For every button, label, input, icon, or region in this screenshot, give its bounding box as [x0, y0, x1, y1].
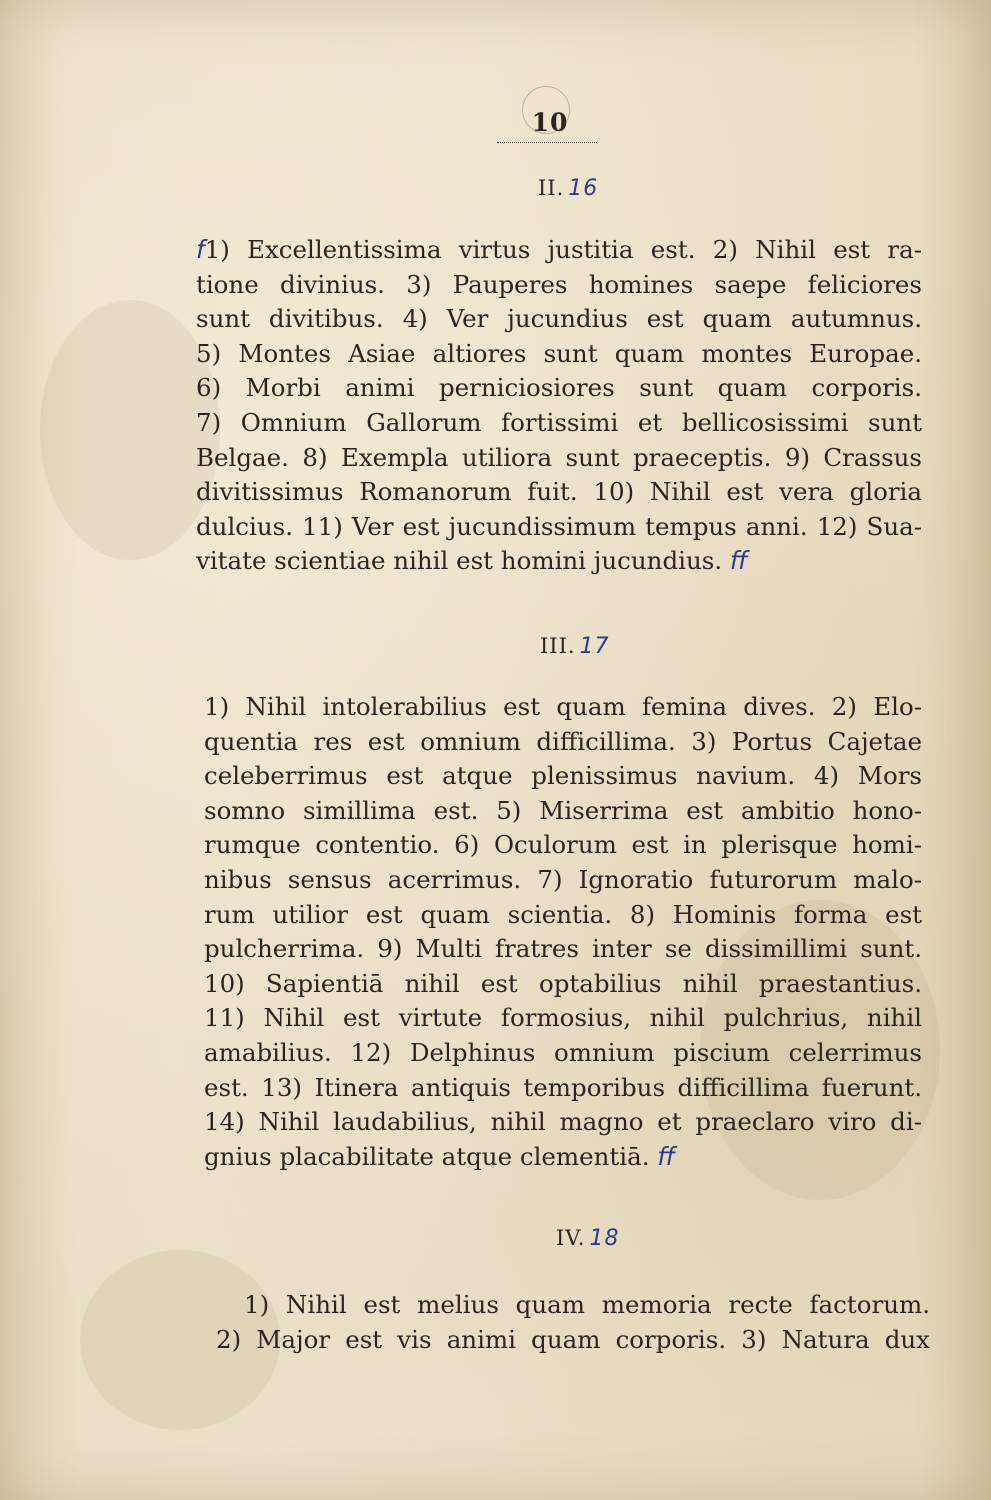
text-line: somno simillima est. 5) Miserrima est ambitio hono-: [204, 795, 922, 825]
handwritten-mark: f: [196, 235, 205, 264]
text-line: sunt divitibus. 4) Ver jucundius est quam autumnus.: [196, 304, 922, 334]
text-line: pulcherrima. 9) Multi fratres inter se dissimillimi sunt.: [204, 934, 922, 964]
section-paragraph-ii: [196, 233, 922, 579]
text-line: vitate scientiae nihil est homini jucundius. ff: [196, 546, 748, 576]
paper-stain: [40, 300, 220, 560]
section-heading-ii: [538, 176, 598, 201]
page-number: 10: [531, 108, 569, 137]
section-heading-iii: [540, 634, 610, 659]
text-line: 10) Sapientiā nihil est optabilius nihil praestantius.: [204, 968, 922, 998]
text-line: gnius placabilitate atque clementiā. ff: [204, 1141, 675, 1171]
text-line: f1) Excellentissima virtus justitia est. 2) Nihil est ra-: [196, 235, 922, 264]
section-numeral: III.: [540, 634, 576, 658]
section-paragraph-iv: [216, 1288, 930, 1357]
text-line: est. 13) Itinera antiquis temporibus difficillima fuerunt.: [204, 1072, 922, 1102]
text-line: dulcius. 11) Ver est jucundissimum tempus anni. 12) Sua-: [196, 511, 922, 541]
section-numeral: II.: [538, 176, 565, 200]
text-line: 1) Nihil intolerabilius est quam femina dives. 2) Elo-: [204, 692, 922, 721]
text-line: 11) Nihil est virtute formosius, nihil pulchrius, nihil: [204, 1003, 922, 1033]
page-number-rule: [497, 142, 597, 143]
text-line: 7) Omnium Gallorum fortissimi et bellicosissimi sunt: [196, 407, 922, 437]
handwritten-mark: ff: [729, 546, 748, 576]
text-line: tione divinius. 3) Pauperes homines saepe feliciores: [196, 269, 922, 299]
text-line: celeberrimus est atque plenissimus navium. 4) Mors: [204, 761, 922, 791]
text-line: quentia res est omnium difficillima. 3) Portus Cajetae: [204, 726, 922, 756]
handwritten-mark: 16: [568, 176, 599, 201]
text-line: 1) Nihil est melius quam memoria recte factorum.: [244, 1290, 930, 1319]
text-line: 6) Morbi animi perniciosiores sunt quam corporis.: [196, 373, 922, 403]
text-line: nibus sensus acerrimus. 7) Ignoratio futurorum malo-: [204, 864, 922, 894]
handwritten-mark: 18: [589, 1226, 620, 1251]
handwritten-mark: ff: [657, 1141, 675, 1171]
section-heading-iv: [556, 1226, 619, 1251]
text-line: 5) Montes Asiae altiores sunt quam montes Europae.: [196, 338, 922, 368]
text-line: 14) Nihil laudabilius, nihil magno et praeclaro viro di-: [204, 1107, 922, 1137]
text-line: rumque contentio. 6) Oculorum est in plerisque homi-: [204, 830, 922, 860]
text-line: 2) Major est vis animi quam corporis. 3) Natura dux: [216, 1324, 930, 1354]
text-line: amabilius. 12) Delphinus omnium piscium celerrimus: [204, 1037, 922, 1067]
text-line: rum utilior est quam scientia. 8) Hominis forma est: [204, 899, 922, 929]
section-numeral: IV.: [556, 1226, 586, 1250]
section-paragraph-iii: [204, 690, 922, 1174]
handwritten-mark: 17: [579, 634, 610, 659]
text-line: divitissimus Romanorum fuit. 10) Nihil est vera gloria: [196, 477, 922, 507]
text-line: Belgae. 8) Exempla utiliora sunt praeceptis. 9) Crassus: [196, 442, 922, 472]
